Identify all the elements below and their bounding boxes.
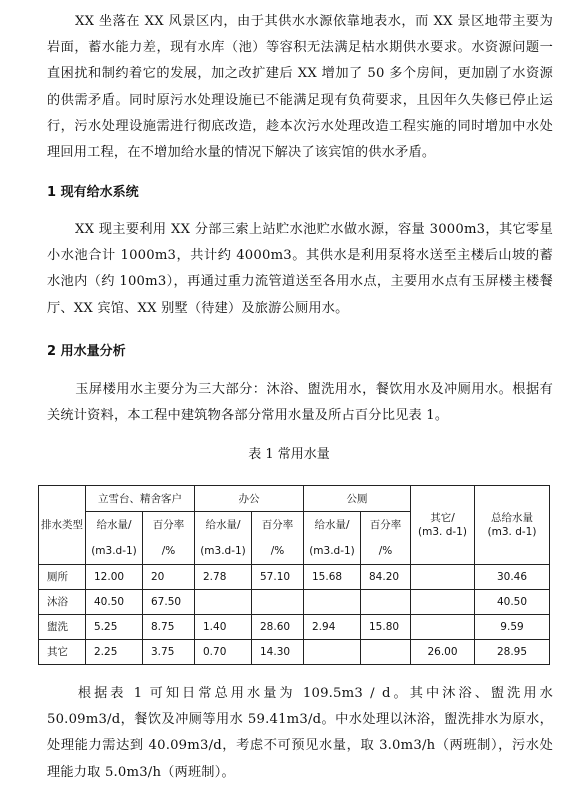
table-cell: 2.94 bbox=[304, 615, 361, 640]
percent-header-unit: /% bbox=[270, 545, 285, 557]
table-cell bbox=[304, 590, 361, 615]
percent-header-label: 百分率 bbox=[152, 519, 185, 531]
table-cell: 57.10 bbox=[252, 565, 304, 590]
table-cell: 2.25 bbox=[86, 640, 143, 665]
row-type: 沐浴 bbox=[39, 590, 86, 615]
conclusion-line: 考虑不可预见水量，取 3.0m3/h（两班制），污水处理能力取 5.0m3/h（两班制）。 bbox=[47, 738, 554, 780]
table-cell: 28.60 bbox=[252, 615, 304, 640]
intro-line: 约着它的发展，加之改扩建后 XX 增加了 50 多个房间，更加剧了水资源的供需矛盾。同时 bbox=[47, 66, 554, 108]
supply-header bbox=[195, 512, 252, 565]
supply-header-unit: (m3.d-1) bbox=[91, 545, 137, 557]
percent-header-label: 百分率 bbox=[261, 519, 294, 531]
table-cell: 2.78 bbox=[195, 565, 252, 590]
section-1-paragraph bbox=[47, 217, 553, 322]
table-cell: 1.40 bbox=[195, 615, 252, 640]
table-cell bbox=[361, 640, 411, 665]
total-header bbox=[475, 486, 550, 565]
other-header-label: 其它/ bbox=[430, 512, 455, 524]
section-2-line: 计资料，本工程中建筑物各部分常用水量及所占百分比见表 1。 bbox=[73, 408, 449, 424]
water-usage-table bbox=[38, 485, 550, 665]
conclusion-line: 根据表 1 可知日常总用水量为 109.5m3 / d。其中沐浴、盥洗用水 50.09m3/d，餐饮及 bbox=[47, 686, 553, 728]
row-type: 盥洗 bbox=[39, 615, 86, 640]
table-cell bbox=[411, 565, 475, 590]
section-2-paragraph bbox=[47, 377, 553, 429]
intro-line: 原污水处理设施已不能满足现有负荷要求，且因年久失修已停止运行，污水处理设施需进 bbox=[47, 92, 553, 134]
intro-line: 量的情况下解决了该宾馆的供水矛盾。 bbox=[207, 145, 436, 161]
other-header-unit: (m3. d-1) bbox=[418, 526, 467, 538]
supply-header bbox=[304, 512, 361, 565]
total-header-label: 总给水量 bbox=[491, 512, 533, 524]
table-cell bbox=[252, 590, 304, 615]
intro-line: 蓄水能力差，现有水库（池）等容积无法满足枯水期供水要求。水资源问题一直困扰和制 bbox=[47, 40, 554, 82]
table-row bbox=[39, 565, 550, 590]
table-cell: 8.75 bbox=[143, 615, 195, 640]
table-cell: 30.46 bbox=[475, 565, 550, 590]
type-header-label: 排水类型 bbox=[41, 519, 83, 531]
supply-header-unit: (m3.d-1) bbox=[309, 545, 355, 557]
table-cell: 40.50 bbox=[86, 590, 143, 615]
percent-header-unit: /% bbox=[161, 545, 176, 557]
row-type: 厕所 bbox=[39, 565, 86, 590]
table-cell bbox=[304, 640, 361, 665]
table-cell: 15.68 bbox=[304, 565, 361, 590]
table-row bbox=[39, 615, 550, 640]
table-cell: 3.75 bbox=[143, 640, 195, 665]
table-cell: 67.50 bbox=[143, 590, 195, 615]
table-cell: 84.20 bbox=[361, 565, 411, 590]
table-row bbox=[39, 640, 550, 665]
intro-line: 行彻底改造，趁本次污水处理改造工程实施的同时增加中水处理回用工程，在不增加给水 bbox=[47, 118, 553, 161]
conclusion-line: 冲厕等用水 59.41m3/d。中水处理以沐浴，盥洗排水为原水，处理能力需达到 40.09m3/d， bbox=[47, 712, 553, 754]
supply-header-unit: (m3.d-1) bbox=[200, 545, 246, 557]
percent-header bbox=[361, 512, 411, 565]
section-1-heading: 1 现有给水系统 bbox=[47, 185, 139, 200]
table-cell: 15.80 bbox=[361, 615, 411, 640]
table-cell: 9.59 bbox=[475, 615, 550, 640]
section-2-heading: 2 用水量分析 bbox=[47, 344, 126, 359]
supply-header bbox=[86, 512, 143, 565]
type-header bbox=[39, 486, 86, 565]
conclusion-paragraph bbox=[47, 681, 553, 786]
group-header: 公厕 bbox=[304, 486, 411, 512]
percent-header-unit: /% bbox=[378, 545, 393, 557]
table-cell: 28.95 bbox=[475, 640, 550, 665]
section-1-line: 再通过重力流管道送至各用水点，主要用水点有玉屏楼主楼餐厅、XX 宾馆、XX 别墅（待 bbox=[47, 274, 553, 316]
section-2-line: 玉屏楼用水主要分为三大部分：沐浴、盥洗用水，餐饮用水及冲厕用水。根据有关统 bbox=[47, 382, 553, 424]
intro-line: XX 坐落在 XX 风景区内，由于其供水水源依靠地表水，而 XX 景区地带主要为岩面， bbox=[47, 14, 553, 56]
supply-header-label: 给水量/ bbox=[314, 519, 350, 531]
section-1-line: XX 现主要利用 XX 分部三索上站贮水池贮水做水源，容量 3000m3，其它零星小水池合 bbox=[47, 222, 553, 264]
intro-paragraph bbox=[47, 9, 553, 166]
total-header-unit: (m3. d-1) bbox=[487, 526, 537, 538]
table-cell: 26.00 bbox=[411, 640, 475, 665]
group-header: 立雪台、精舍客户 bbox=[86, 486, 195, 512]
table-cell bbox=[411, 590, 475, 615]
table-cell: 5.25 bbox=[86, 615, 143, 640]
percent-header bbox=[252, 512, 304, 565]
group-header: 办公 bbox=[195, 486, 304, 512]
table-cell: 40.50 bbox=[475, 590, 550, 615]
percent-header bbox=[143, 512, 195, 565]
table-cell: 0.70 bbox=[195, 640, 252, 665]
other-header bbox=[411, 486, 475, 565]
supply-header-label: 给水量/ bbox=[96, 519, 132, 531]
table-header-row bbox=[39, 486, 550, 512]
section-1-line: 建）及旅游公厕用水。 bbox=[214, 300, 349, 316]
row-type: 其它 bbox=[39, 640, 86, 665]
table-row bbox=[39, 590, 550, 615]
table-caption: 表 1 常用水量 bbox=[248, 447, 330, 462]
table-cell bbox=[361, 590, 411, 615]
table-cell: 14.30 bbox=[252, 640, 304, 665]
supply-header-label: 给水量/ bbox=[205, 519, 241, 531]
table-cell: 20 bbox=[143, 565, 195, 590]
section-1-line: 计 1000m3，共计约 4000m3。其供水是利用泵将水送至主楼后山坡的蓄水池内（约 100m3）， bbox=[47, 248, 553, 290]
table-cell bbox=[411, 615, 475, 640]
percent-header-label: 百分率 bbox=[369, 519, 402, 531]
table-cell: 12.00 bbox=[86, 565, 143, 590]
table-cell bbox=[195, 590, 252, 615]
